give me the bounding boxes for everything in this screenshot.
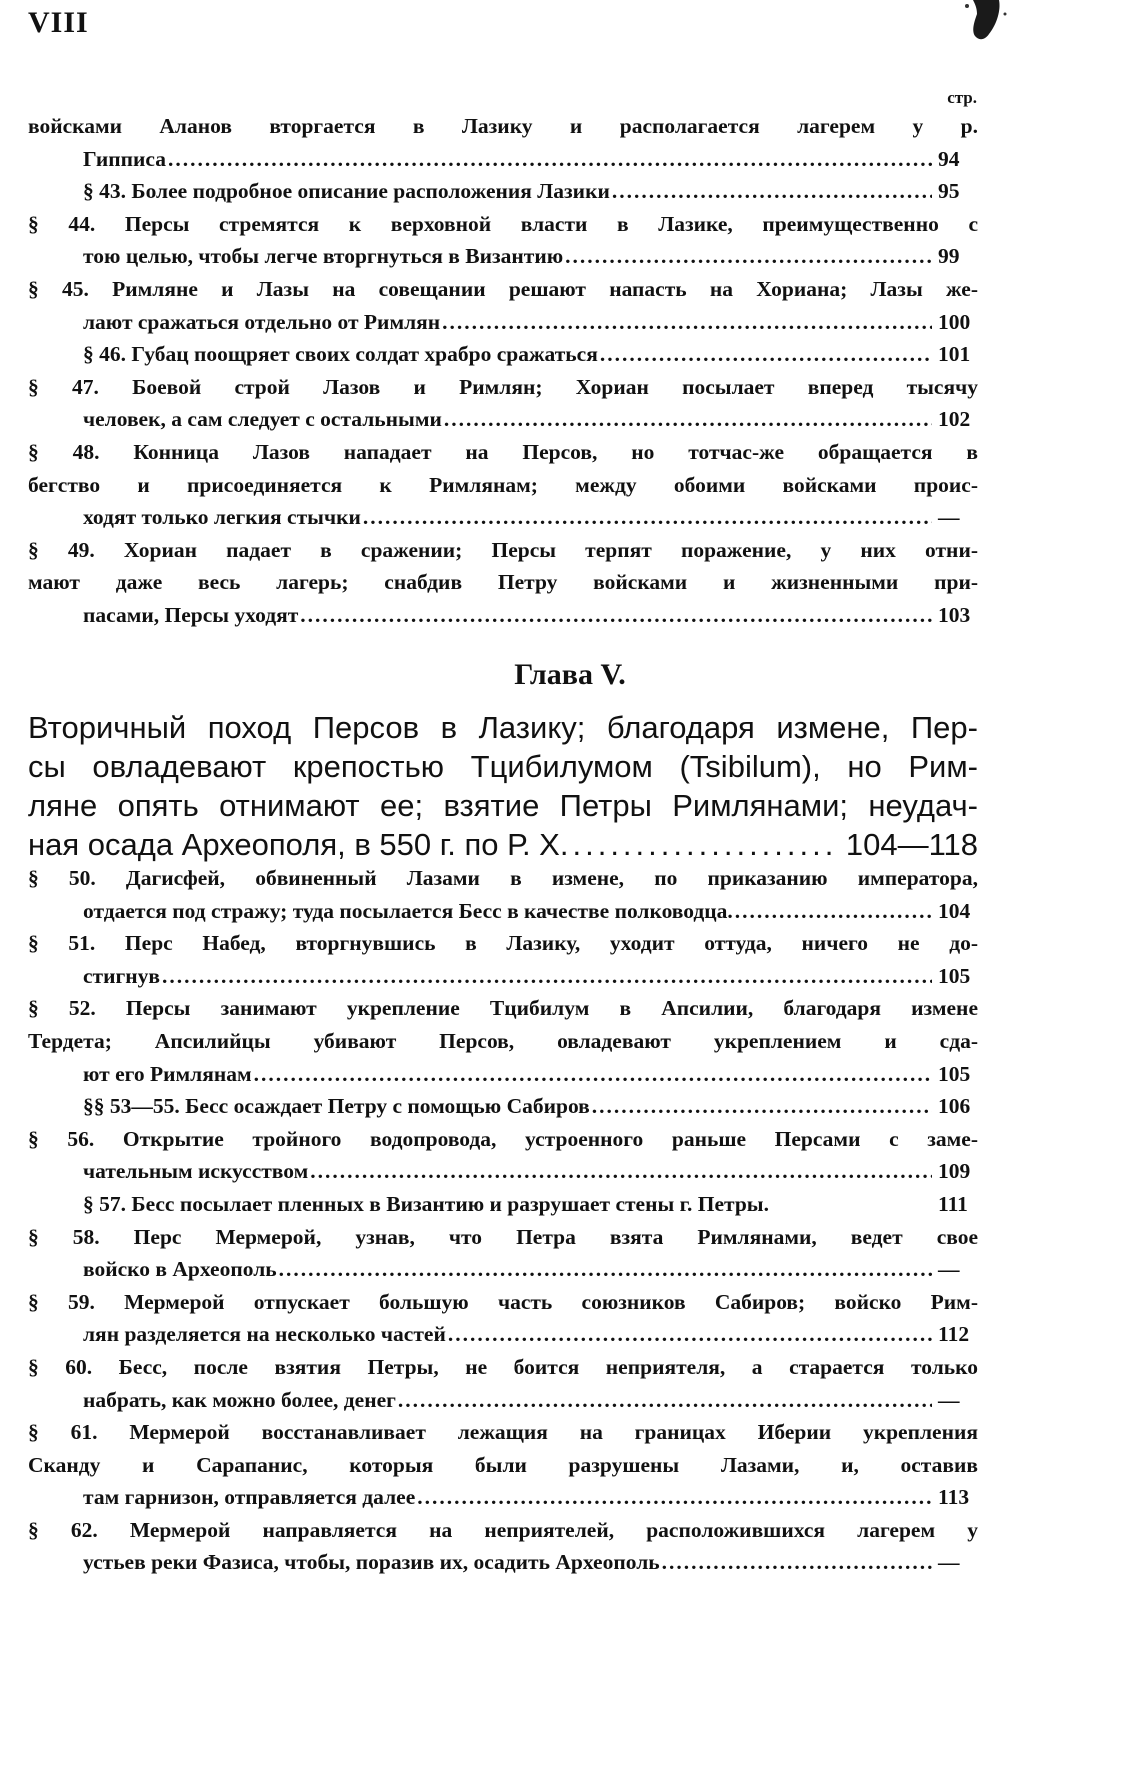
toc-entry bbox=[28, 1416, 978, 1514]
toc-entry-page: 113 bbox=[938, 1485, 970, 1510]
toc-entry-text: § 46. Губац поощряет своих солдат храбро сражаться bbox=[83, 342, 598, 367]
toc-entry-text: устьев реки Фазиса, чтобы, поразив их, осадить Археополь bbox=[83, 1550, 660, 1575]
dot-leader bbox=[398, 1384, 932, 1417]
chapter-summary-line: ляне опять отнимают ее; взятие Петры Римлянами; неудач- bbox=[28, 788, 978, 823]
chapter-summary-last-text: ная осада Археополя, в 550 г. по Р. Х. bbox=[28, 827, 569, 862]
toc-entry-page: 100 bbox=[938, 309, 971, 334]
toc-entry-page: 103 bbox=[938, 602, 971, 627]
toc-entry-text: лян разделяется на несколько частей bbox=[83, 1322, 446, 1347]
toc-entry-last-line bbox=[83, 175, 978, 208]
toc-entry-last-line bbox=[83, 1253, 978, 1286]
dot-leader bbox=[300, 599, 932, 632]
toc-entry bbox=[28, 110, 978, 175]
toc-entry-last-line bbox=[83, 1546, 978, 1579]
toc-entry bbox=[28, 208, 978, 273]
page-column-header: стр. bbox=[947, 88, 977, 107]
toc-entry bbox=[28, 273, 978, 338]
chapter-summary-last-line bbox=[28, 825, 978, 864]
toc-entry-page: 95 bbox=[938, 179, 960, 204]
toc-entry-text: § 57. Бесс посылает пленных в Византию и разрушает стены г. Петры. bbox=[83, 1191, 769, 1216]
toc-entry-last-line bbox=[83, 143, 978, 176]
toc-entry-text: там гарнизон, отправляется далее bbox=[83, 1485, 416, 1510]
dot-leader bbox=[662, 1546, 932, 1579]
chapter-title: Глава V. bbox=[514, 658, 626, 691]
toc-entry-page: — bbox=[938, 1257, 960, 1282]
toc-entry-last-line bbox=[83, 1384, 978, 1417]
dot-leader bbox=[735, 895, 932, 928]
toc-entry-page: — bbox=[938, 1550, 960, 1575]
dot-leader bbox=[600, 338, 932, 371]
page-number: VIII bbox=[28, 6, 89, 39]
toc-entry-line: § 59. Мермерой отпускает большую часть союзников Сабиров; войско Рим- bbox=[28, 1289, 978, 1314]
toc-entry-page: 99 bbox=[938, 244, 960, 269]
chapter-summary-line: сы овладевают крепостью Тцибилумом (Tsibilum), но Рим- bbox=[28, 749, 978, 784]
toc-entry-page: 94 bbox=[938, 146, 960, 171]
chapter-summary bbox=[28, 708, 978, 864]
toc-entry-last-line bbox=[83, 1155, 978, 1188]
toc-entry-line: § 51. Перс Набед, вторгнувшись в Лазику, уходит оттуда, ничего не до- bbox=[28, 931, 978, 956]
toc-entry-line: § 52. Персы занимают укрепление Тцибилум в Апсилии, благодаря измене bbox=[28, 996, 978, 1021]
chapter-page-range: 104—118 bbox=[845, 827, 978, 862]
toc-entry-line: § 49. Хориан падает в сражении; Персы терпят поражение, у них отни- bbox=[28, 537, 978, 562]
toc-entry bbox=[28, 1221, 978, 1286]
toc-entry bbox=[28, 992, 978, 1090]
dot-leader bbox=[592, 1090, 932, 1123]
toc-entry bbox=[28, 534, 978, 632]
toc-entry-page: 109 bbox=[938, 1159, 971, 1184]
toc-entry-last-line bbox=[83, 599, 978, 632]
toc-entry-line: § 62. Мермерой направляется на неприятелей, расположившихся лагерем у bbox=[28, 1517, 978, 1542]
toc-entry-text: §§ 53—55. Бесс осаждает Петру с помощью Сабиров bbox=[83, 1094, 590, 1119]
toc-entry bbox=[28, 862, 978, 927]
toc-entry-last-line bbox=[83, 1090, 978, 1123]
toc-entry-last-line bbox=[83, 1188, 978, 1221]
toc-entry-line: бегство и присоединяется к Римлянам; между обоими войсками проис- bbox=[28, 472, 978, 497]
toc-entry-page: 105 bbox=[938, 963, 971, 988]
toc-entry-text: отдается под стражу; туда посылается Бесс в качестве полководца. bbox=[83, 898, 733, 923]
toc-entry-text: пасами, Персы уходят bbox=[83, 602, 299, 627]
dot-leader bbox=[565, 240, 932, 273]
toc-entry bbox=[28, 371, 978, 436]
toc-entry bbox=[28, 1090, 978, 1123]
toc-entry-line: § 61. Мермерой восстанавливает лежащия на границах Иберии укрепления bbox=[28, 1420, 978, 1445]
toc-entry-line: § 44. Персы стремятся к верховной власти в Лазике, преимущественно с bbox=[28, 211, 978, 236]
toc-entry-page: 104 bbox=[938, 898, 971, 923]
toc-entry-line: § 56. Открытие тройного водопровода, устроенного раньше Персами с заме- bbox=[28, 1126, 978, 1151]
toc-entry-page: 106 bbox=[938, 1094, 971, 1119]
toc-entry-last-line bbox=[83, 240, 978, 273]
toc-entry-text: Гипписа bbox=[83, 146, 166, 171]
toc-entry-line: § 48. Конница Лазов нападает на Персов, но тотчас-же обращается в bbox=[28, 439, 978, 464]
dot-leader bbox=[572, 825, 835, 864]
toc-entry bbox=[28, 436, 978, 534]
toc-entry bbox=[28, 1514, 978, 1579]
toc-entry-line: Сканду и Сарапанис, которыя были разрушены Лазами, и, оставив bbox=[28, 1452, 978, 1477]
toc-entry bbox=[28, 1123, 978, 1188]
toc-entry bbox=[28, 1351, 978, 1416]
toc-entry-text: тою целью, чтобы легче вторгнуться в Византию bbox=[83, 244, 564, 269]
dot-leader bbox=[363, 501, 932, 534]
toc-entry bbox=[28, 338, 978, 371]
dot-leader bbox=[612, 175, 932, 208]
dot-leader bbox=[442, 306, 932, 339]
dot-leader bbox=[279, 1253, 932, 1286]
toc-entry-last-line bbox=[83, 1318, 978, 1351]
toc-entry bbox=[28, 1286, 978, 1351]
toc-entry-last-line bbox=[83, 306, 978, 339]
toc-entry-last-line bbox=[83, 501, 978, 534]
ink-blot bbox=[955, 0, 1015, 42]
toc-entry-page: 111 bbox=[938, 1191, 968, 1216]
toc-entry-text: войско в Археополь bbox=[83, 1257, 277, 1282]
toc-entry-text: чательным искусством bbox=[83, 1159, 309, 1184]
toc-entry-page: 101 bbox=[938, 342, 971, 367]
toc-entry bbox=[28, 1188, 978, 1221]
dot-leader bbox=[448, 1318, 932, 1351]
toc-entry-line: § 60. Бесс, после взятия Петры, не боится неприятеля, а старается только bbox=[28, 1354, 978, 1379]
toc-entry-text: набрать, как можно более, денег bbox=[83, 1387, 396, 1412]
toc-section-bottom bbox=[28, 862, 978, 1579]
toc-entry-last-line bbox=[83, 895, 978, 928]
dot-leader bbox=[310, 1155, 932, 1188]
toc-entry-page: 112 bbox=[938, 1322, 970, 1347]
toc-entry-text: лают сражаться отдельно от Римлян bbox=[83, 309, 441, 334]
toc-section-top bbox=[28, 110, 978, 632]
toc-entry-page: 102 bbox=[938, 407, 971, 432]
toc-entry-text: стигнув bbox=[83, 963, 161, 988]
toc-entry-last-line bbox=[83, 1058, 978, 1091]
toc-entry bbox=[28, 175, 978, 208]
toc-entry-text: человек, а сам следует с остальными bbox=[83, 407, 442, 432]
dot-leader bbox=[444, 403, 932, 436]
toc-entry-page: 105 bbox=[938, 1061, 971, 1086]
toc-entry-line: мают даже весь лагерь; снабдив Петру войсками и жизненными при- bbox=[28, 570, 978, 595]
dot-leader bbox=[168, 143, 932, 176]
toc-entry-last-line bbox=[83, 1481, 978, 1514]
dot-leader bbox=[417, 1481, 932, 1514]
toc-entry-text: ют его Римлянам bbox=[83, 1061, 252, 1086]
toc-entry-last-line bbox=[83, 960, 978, 993]
toc-entry-line: § 50. Дагисфей, обвиненный Лазами в измене, по приказанию императора, bbox=[28, 866, 978, 890]
toc-entry-text: § 43. Более подробное описание расположения Лазики bbox=[83, 179, 610, 204]
toc-entry-text: ходят только легкия стычки bbox=[83, 505, 361, 530]
dot-leader bbox=[162, 960, 932, 993]
toc-entry-line: войсками Аланов вторгается в Лазику и располагается лагерем у р. bbox=[28, 114, 978, 138]
toc-entry-line: § 47. Боевой строй Лазов и Римлян; Хориан посылает вперед тысячу bbox=[28, 374, 978, 399]
toc-entry-line: § 45. Римляне и Лазы на совещании решают напасть на Хориана; Лазы же- bbox=[28, 276, 978, 301]
toc-entry-line: Тердета; Апсилийцы убивают Персов, овладевают укреплением и сда- bbox=[28, 1028, 978, 1053]
toc-entry bbox=[28, 927, 978, 992]
dot-leader bbox=[254, 1058, 932, 1091]
toc-entry-last-line bbox=[83, 338, 978, 371]
toc-entry-last-line bbox=[83, 403, 978, 436]
toc-entry-page: — bbox=[938, 505, 960, 530]
toc-entry-line: § 58. Перс Мермерой, узнав, что Петра взята Римлянами, ведет свое bbox=[28, 1224, 978, 1249]
chapter-summary-line: Вторичный поход Персов в Лазику; благодаря измене, Пер- bbox=[28, 710, 978, 745]
toc-entry-page: — bbox=[938, 1387, 960, 1412]
